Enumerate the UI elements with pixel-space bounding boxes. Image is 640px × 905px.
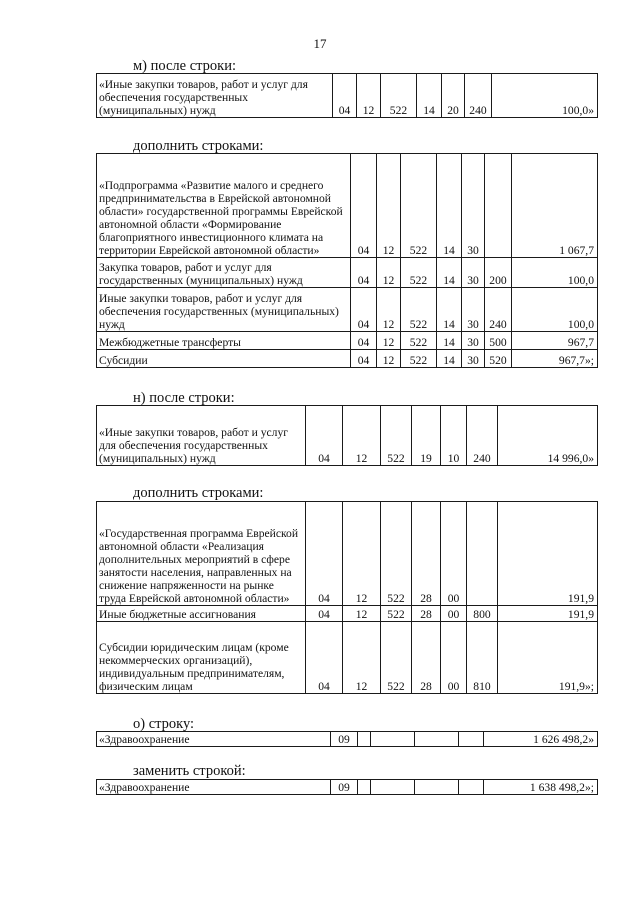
subsection-code-cell <box>358 780 371 795</box>
target-article-cell <box>415 780 459 795</box>
subsection-code-cell: 12 <box>343 406 381 466</box>
target-article-cell: 30 <box>462 258 485 288</box>
expense-type-cell <box>467 502 498 606</box>
subsection-code-cell: 12 <box>377 332 401 350</box>
subsection-code-cell: 12 <box>377 258 401 288</box>
expense-type-cell: 240 <box>485 288 512 332</box>
row-name-cell: «Иные закупки товаров, работ и услуг для обеспечения государственных (муниципальных) нужд <box>97 74 333 118</box>
target-article-cell: 30 <box>462 350 485 368</box>
table-row <box>97 780 598 795</box>
target-article-cell: 30 <box>462 154 485 258</box>
table-row <box>97 258 598 288</box>
section-n-heading: н) после строки: <box>133 390 235 406</box>
table-row <box>97 74 598 118</box>
target-article-cell: 522 <box>401 332 437 350</box>
target-article-cell <box>371 732 415 747</box>
target-article-cell: 28 <box>412 606 441 622</box>
sum-cell: 1 638 498,2»; <box>484 780 598 795</box>
section-n-table <box>96 405 598 466</box>
section-o-replace-table <box>96 779 598 795</box>
target-article-cell: 14 <box>437 332 462 350</box>
sum-cell: 1 626 498,2» <box>484 732 598 747</box>
section-m-add-table <box>96 153 598 368</box>
sum-cell: 191,9 <box>498 606 598 622</box>
sum-cell: 191,9 <box>498 502 598 606</box>
expense-type-cell <box>485 154 512 258</box>
subsection-code-cell: 12 <box>377 288 401 332</box>
page-number: 17 <box>313 36 327 51</box>
row-name-cell: Субсидии юридическим лицам (кроме некоммерческих организаций), индивидуальным предпринимателям, физическим лицам <box>97 622 306 694</box>
table-row <box>97 606 598 622</box>
target-article-cell: 522 <box>401 154 437 258</box>
row-name-cell: «Здравоохранение <box>97 732 331 747</box>
target-article-cell: 30 <box>462 288 485 332</box>
section-o-table <box>96 731 598 747</box>
target-article-cell: 14 <box>417 74 442 118</box>
target-article-cell: 522 <box>401 288 437 332</box>
table-row <box>97 350 598 368</box>
expense-type-cell: 520 <box>485 350 512 368</box>
section-m-add-rows <box>97 154 598 368</box>
table-row <box>97 622 598 694</box>
section-o-rows <box>97 732 598 747</box>
subsection-code-cell: 12 <box>343 622 381 694</box>
target-article-cell: 522 <box>401 350 437 368</box>
section-n-add-rows <box>97 502 598 694</box>
table-row <box>97 288 598 332</box>
section-n-rows <box>97 406 598 466</box>
expense-type-cell <box>459 732 484 747</box>
row-name-cell: Иные бюджетные ассигнования <box>97 606 306 622</box>
table-row <box>97 406 598 466</box>
subsection-code-cell <box>358 732 371 747</box>
expense-type-cell <box>459 780 484 795</box>
target-article-cell: 522 <box>381 74 417 118</box>
sum-cell: 967,7 <box>512 332 598 350</box>
section-m-add-heading: дополнить строками: <box>133 138 264 154</box>
section-code-cell: 04 <box>333 74 357 118</box>
subsection-code-cell: 12 <box>377 154 401 258</box>
target-article-cell: 19 <box>412 406 441 466</box>
target-article-cell: 00 <box>441 622 467 694</box>
target-article-cell: 10 <box>441 406 467 466</box>
row-name-cell: «Здравоохранение <box>97 780 331 795</box>
expense-type-cell: 240 <box>467 406 498 466</box>
section-m-rows <box>97 74 598 118</box>
target-article-cell: 522 <box>381 606 412 622</box>
section-code-cell: 04 <box>351 332 377 350</box>
row-name-cell: Межбюджетные трансферты <box>97 332 351 350</box>
target-article-cell: 20 <box>442 74 465 118</box>
section-code-cell: 09 <box>331 780 358 795</box>
section-code-cell: 04 <box>351 154 377 258</box>
target-article-cell: 14 <box>437 154 462 258</box>
section-o-replace-heading: заменить строкой: <box>133 763 246 779</box>
target-article-cell: 14 <box>437 288 462 332</box>
target-article-cell: 522 <box>381 622 412 694</box>
section-code-cell: 04 <box>351 288 377 332</box>
table-row <box>97 732 598 747</box>
target-article-cell: 00 <box>441 606 467 622</box>
section-o-replace-rows <box>97 780 598 795</box>
section-code-cell: 04 <box>351 350 377 368</box>
sum-cell: 100,0 <box>512 288 598 332</box>
section-code-cell: 04 <box>306 406 343 466</box>
expense-type-cell: 240 <box>465 74 492 118</box>
sum-cell: 191,9»; <box>498 622 598 694</box>
sum-cell: 100,0 <box>512 258 598 288</box>
sum-cell: 100,0» <box>492 74 598 118</box>
section-code-cell: 04 <box>351 258 377 288</box>
expense-type-cell: 200 <box>485 258 512 288</box>
target-article-cell <box>371 780 415 795</box>
section-m-table <box>96 73 598 118</box>
target-article-cell: 30 <box>462 332 485 350</box>
expense-type-cell: 500 <box>485 332 512 350</box>
section-m-heading: м) после строки: <box>133 58 237 74</box>
section-code-cell: 04 <box>306 502 343 606</box>
row-name-cell: «Подпрограмма «Развитие малого и среднего предпринимательства в Еврейской автономной области» государственной программы Еврейской автономной области «Формирование благоприятного инвестиционного климата на территории Еврейской автономной области» <box>97 154 351 258</box>
section-n-add-table <box>96 501 598 694</box>
sum-cell: 967,7»; <box>512 350 598 368</box>
target-article-cell: 522 <box>381 406 412 466</box>
target-article-cell: 522 <box>401 258 437 288</box>
target-article-cell: 14 <box>437 350 462 368</box>
section-o-heading: о) строку: <box>133 716 195 732</box>
expense-type-cell: 800 <box>467 606 498 622</box>
table-row <box>97 332 598 350</box>
row-name-cell: «Иные закупки товаров, работ и услуг для обеспечения государственных (муниципальных) нужд <box>97 406 306 466</box>
row-name-cell: «Государственная программа Еврейской автономной области «Реализация дополнительных мероприятий в сфере занятости населения, направленных на снижение напряженности на рынке труда Еврейской автономной области» <box>97 502 306 606</box>
row-name-cell: Субсидии <box>97 350 351 368</box>
target-article-cell <box>415 732 459 747</box>
subsection-code-cell: 12 <box>343 502 381 606</box>
section-n-add-heading: дополнить строками: <box>133 485 264 501</box>
target-article-cell: 00 <box>441 502 467 606</box>
table-row <box>97 154 598 258</box>
row-name-cell: Иные закупки товаров, работ и услуг для обеспечения государственных (муниципальных) нужд <box>97 288 351 332</box>
row-name-cell: Закупка товаров, работ и услуг для государственных (муниципальных) нужд <box>97 258 351 288</box>
subsection-code-cell: 12 <box>377 350 401 368</box>
section-code-cell: 04 <box>306 606 343 622</box>
subsection-code-cell: 12 <box>343 606 381 622</box>
expense-type-cell: 810 <box>467 622 498 694</box>
sum-cell: 14 996,0» <box>498 406 598 466</box>
section-code-cell: 04 <box>306 622 343 694</box>
section-code-cell: 09 <box>331 732 358 747</box>
target-article-cell: 28 <box>412 502 441 606</box>
target-article-cell: 28 <box>412 622 441 694</box>
target-article-cell: 522 <box>381 502 412 606</box>
table-row <box>97 502 598 606</box>
subsection-code-cell: 12 <box>357 74 381 118</box>
target-article-cell: 14 <box>437 258 462 288</box>
sum-cell: 1 067,7 <box>512 154 598 258</box>
